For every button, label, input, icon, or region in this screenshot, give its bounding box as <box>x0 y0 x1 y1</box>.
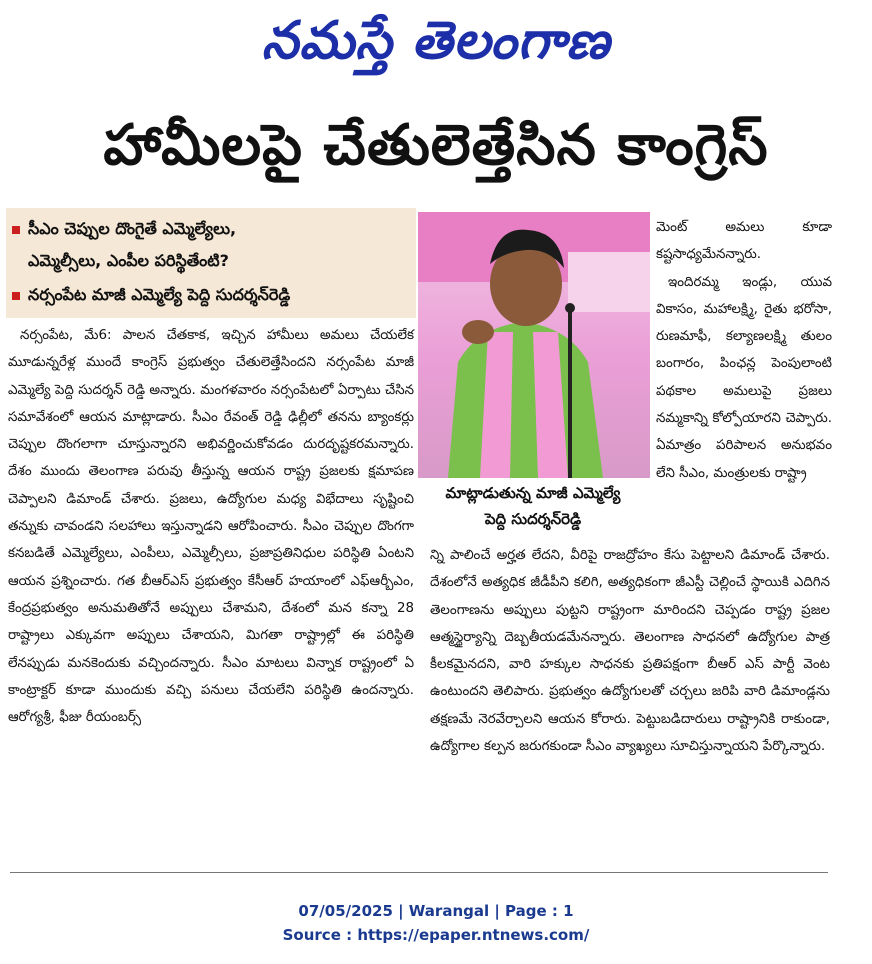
caption-line-2: పెద్ది సుదర్శన్‌రెడ్డి <box>484 510 582 528</box>
article-headline: హామీలపై చేతులెత్తేసిన కాంగ్రెస్ <box>103 113 769 178</box>
speaker-photo <box>418 212 650 478</box>
article-left-column <box>8 322 414 731</box>
deck-line-3: నర్సంపేట మాజీ ఎమ్మెల్యే పెద్ది సుదర్శన్‌రెడ్డి <box>28 285 291 304</box>
deck-line-2: ఎమ్మెల్సీలు, ఎంపీల పరిస్థితేంటి? <box>28 251 229 270</box>
newspaper-masthead: నమస్తే తెలంగాణ <box>261 11 611 71</box>
footer-source-link[interactable]: Source : https://epaper.ntnews.com/ <box>282 926 590 944</box>
paragraph: మెంట్ అమలు కూడా కష్టసాధ్యమేనన్నారు. <box>656 220 832 263</box>
footer-edition-info: 07/05/2025 | Warangal | Page : 1 <box>298 902 574 920</box>
deck-line-1: సీఎం చెప్పుల దొంగైతే ఎమ్మెల్యేలు, <box>28 219 237 238</box>
photo-caption <box>418 480 648 538</box>
divider <box>10 872 828 873</box>
paragraph: ఇందిరమ్మ ఇండ్లు, యువ వికాసం, మహాలక్ష్మి, రైతు భరోసా, రుణమాఫీ, కల్యాణలక్ష్మి తులం బంగారం, పింఛన్ల పెంపులాంటి పథకాల అమలుపై ప్రజలు నమ్మకాన్ని కోల్పోయారని చెప్పారు. ఏమాత్రం పరిపాలన అనుభవం లేని సీఎం, మంత్రులకు రాష్ట్రా <box>656 274 832 481</box>
caption-line-1: మాట్లాడుతున్న మాజీ ఎమ్మెల్యే <box>445 484 621 502</box>
speaker-illustration <box>418 212 650 478</box>
deck-bullet-icon <box>12 292 20 300</box>
article-lower-right-column <box>430 542 830 760</box>
paragraph: నర్సంపేట, మే6: పాలన చేతకాక, ఇచ్చిన హామీలు అమలు చేయలేక మూడున్నరేళ్ల ముందే కాంగ్రెస్ ప్రభుత్వం చేతులెత్తేసిందని నర్సంపేట మాజీ ఎమ్మెల్యే పెద్ది సుదర్శన్ రెడ్డి అన్నారు. మంగళవారం నర్సంపేటలో ఏర్పాటు చేసిన సమావేశంలో ఆయన మాట్లాడారు. సీఎం రేవంత్ రెడ్డి ఢిల్లీలో తనను బ్యాంకర్లు చెప్పుల దొంగలాగా చూస్తున్నారని అభివర్ణించుకోవడం దురదృష్టకరమన్నారు. దేశం ముందు తెలంగాణ పరువు తీస్తున్న ఆయన రాష్ట్ర ప్రజలకు క్షమాపణ చెప్పాలని డిమాండ్ చేశారు. ప్రజలు, ఉద్యోగుల మధ్య విభేదాలు సృష్టించి తన్నుకు చావండని సలహాలు ఇస్తున్నాడని ఆరోపించారు. సీఎం చెప్పుల దొంగగా కనబడితే ఎమ్మెల్యేలు, ఎంపీలు, ఎమ్మెల్సీలు, ప్రజాప్రతినిధుల పరిస్థితి ఏంటని ఆయన ప్రశ్నించారు. గత బీఆర్ఎస్ ప్రభుత్వం కేసీఆర్ హయాంలో ఎఫ్ఆర్బీఎం, కేంద్రప్రభుత్వం అనుమతితోనే అప్పులు చేశామని, దేశంలో మన కన్నా 28 రాష్ట్రాలు ఎక్కువగా అప్పులు చేశాయని, మిగతా రాష్ట్రాల్లో ఈ పరిస్థితి లేనప్పుడు మనకెందుకు వచ్చిందన్నారు. సీఎం మాటలు విన్నాక రాష్ట్రంలో ఏ కాంట్రాక్టర్ కూడా ముందుకు వచ్చి పనులు చేయలేని పరిస్థితి ఉందన్నారు. ఆరోగ్యశ్రీ, ఫీజు రీయంబర్స్ <box>8 328 414 726</box>
article-deck <box>6 208 416 318</box>
paragraph: న్ని పాలించే అర్హత లేదని, వీరిపై రాజద్రోహం కేసు పెట్టాలని డిమాండ్ చేశారు. దేశంలోనే అత్యధిక జీడీపీని కలిగి, అత్యధికంగా జీఎస్టీ చెల్లించే స్థాయికి ఎదిగిన తెలంగాణను అప్పులు పుట్టని రాష్ట్రంగా మారిందని చెప్పడం రాష్ట్ర ప్రజల ఆత్మస్థైర్యాన్ని దెబ్బతీయడమేనన్నారు. తెలంగాణ సాధనలో ఉద్యోగుల పాత్ర కీలకమైనదని, వారి హక్కుల సాధనకు ప్రతిపక్షంగా బీఆర్ ఎస్ పార్టీ వెంట ఉంటుందని తెలిపారు. ప్రభుత్వం ఉద్యోగులతో చర్చలు జరిపి వారి డిమాండ్లను తక్షణమే నెరవేర్చాలని ఆయన కోరారు. పెట్టుబడిదారులు రాష్ట్రానికి రాకుండా, ఉద్యోగాల కల్పన జరుగకుండా సీఎం వ్యాఖ్యలు సూచిస్తున్నాయని పేర్కొన్నారు. <box>430 548 830 755</box>
article-right-column <box>656 214 832 487</box>
deck-bullet-icon <box>12 226 20 234</box>
